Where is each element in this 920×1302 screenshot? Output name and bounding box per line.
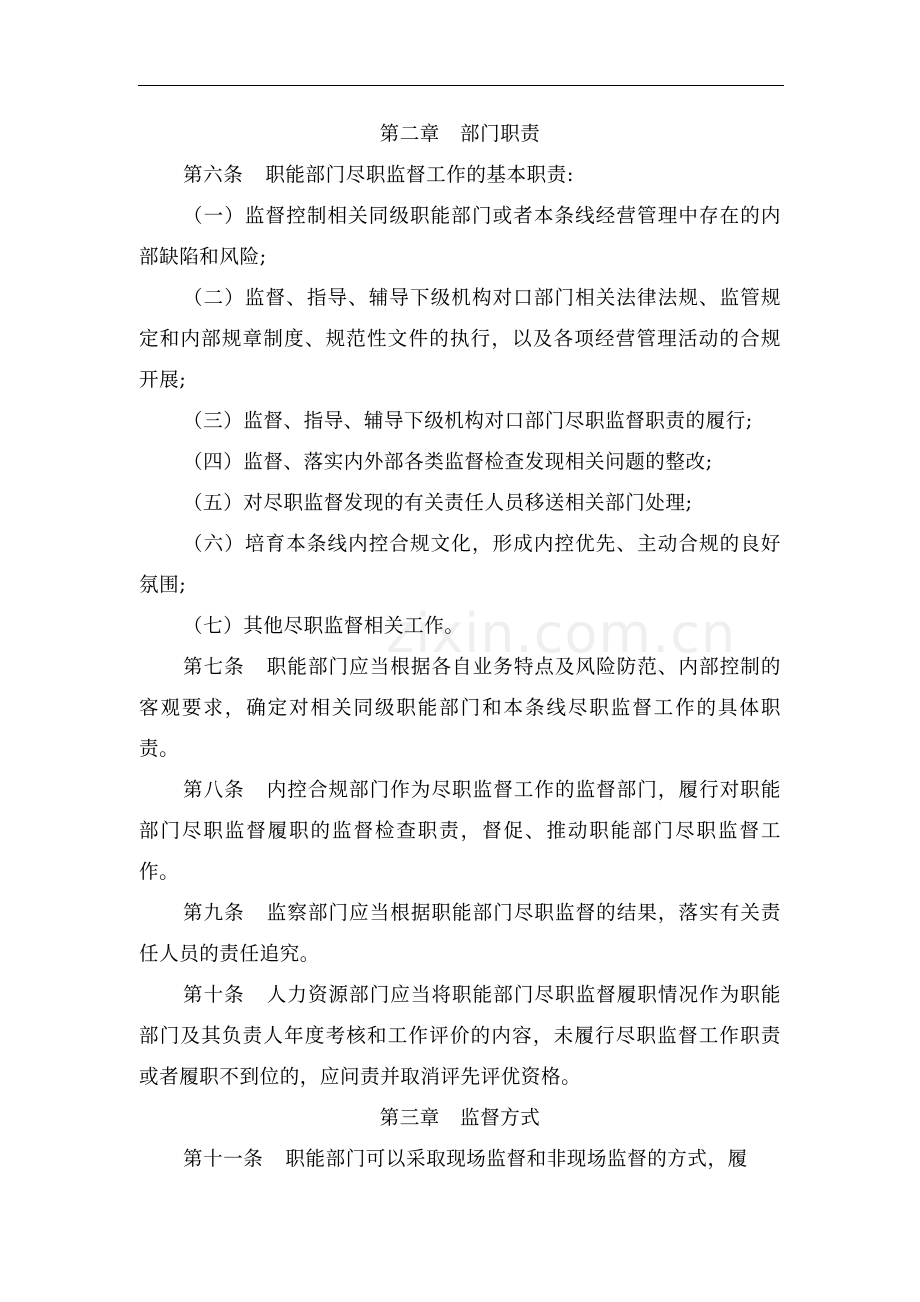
article-number: 第六条	[183, 163, 244, 186]
article-number: 第九条	[183, 901, 245, 924]
document-body	[139, 113, 781, 1179]
list-item: （七）其他尽职监督相关工作。	[183, 614, 465, 637]
list-item: （四）监督、落实内外部各类监督检查发现相关问题的整改;	[183, 450, 713, 473]
article-number: 第七条	[183, 655, 245, 678]
header-rule	[138, 85, 784, 86]
article-text: 人力资源部门应当将职能部门尽职监督履职情况作为职能部门及其负责人年度考核和工作评价的内容，未履行尽职监督工作职责或者履职不到位的，应问责并取消评先评优资格。	[139, 983, 781, 1088]
list-item: （一）监督控制相关同级职能部门或者本条线经营管理中存在的内部缺陷和风险;	[139, 204, 781, 268]
article-7	[139, 646, 781, 769]
article-10	[139, 974, 781, 1097]
article-11	[139, 1138, 781, 1179]
list-item: （六）培育本条线内控合规文化，形成内控优先、主动合规的良好氛围;	[139, 532, 781, 596]
watermark: zixin.com.cn	[386, 602, 737, 665]
list-item: （五）对尽职监督发现的有关责任人员移送相关部门处理;	[183, 491, 693, 514]
article-number: 第八条	[183, 778, 245, 801]
chapter-heading: 第二章 部门职责	[379, 122, 541, 145]
list-item: （二）监督、指导、辅导下级机构对口部门相关法律法规、监管规定和内部规章制度、规范性文件的执行，以及各项经营管理活动的合规开展;	[139, 286, 781, 391]
article-number: 第十条	[183, 983, 245, 1006]
article-text: 职能部门可以采取现场监督和非现场监督的方式，履	[285, 1147, 748, 1170]
article-8	[139, 769, 781, 892]
list-item: （三）监督、指导、辅导下级机构对口部门尽职监督职责的履行;	[183, 409, 753, 432]
article-text: 职能部门应当根据各自业务特点及风险防范、内部控制的客观要求，确定对相关同级职能部门和本条线尽职监督工作的具体职责。	[139, 655, 781, 760]
article-text: 内控合规部门作为尽职监督工作的监督部门，履行对职能部门尽职监督履职的监督检查职责，督促、推动职能部门尽职监督工作。	[139, 778, 781, 883]
article-text: 职能部门尽职监督工作的基本职责:	[265, 163, 574, 186]
article-9	[139, 892, 781, 974]
chapter-heading: 第三章 监督方式	[379, 1106, 541, 1129]
article-number: 第十一条	[183, 1147, 264, 1170]
article-text: 监察部门应当根据职能部门尽职监督的结果，落实有关责任人员的责任追究。	[139, 901, 781, 965]
article-6	[139, 154, 781, 195]
